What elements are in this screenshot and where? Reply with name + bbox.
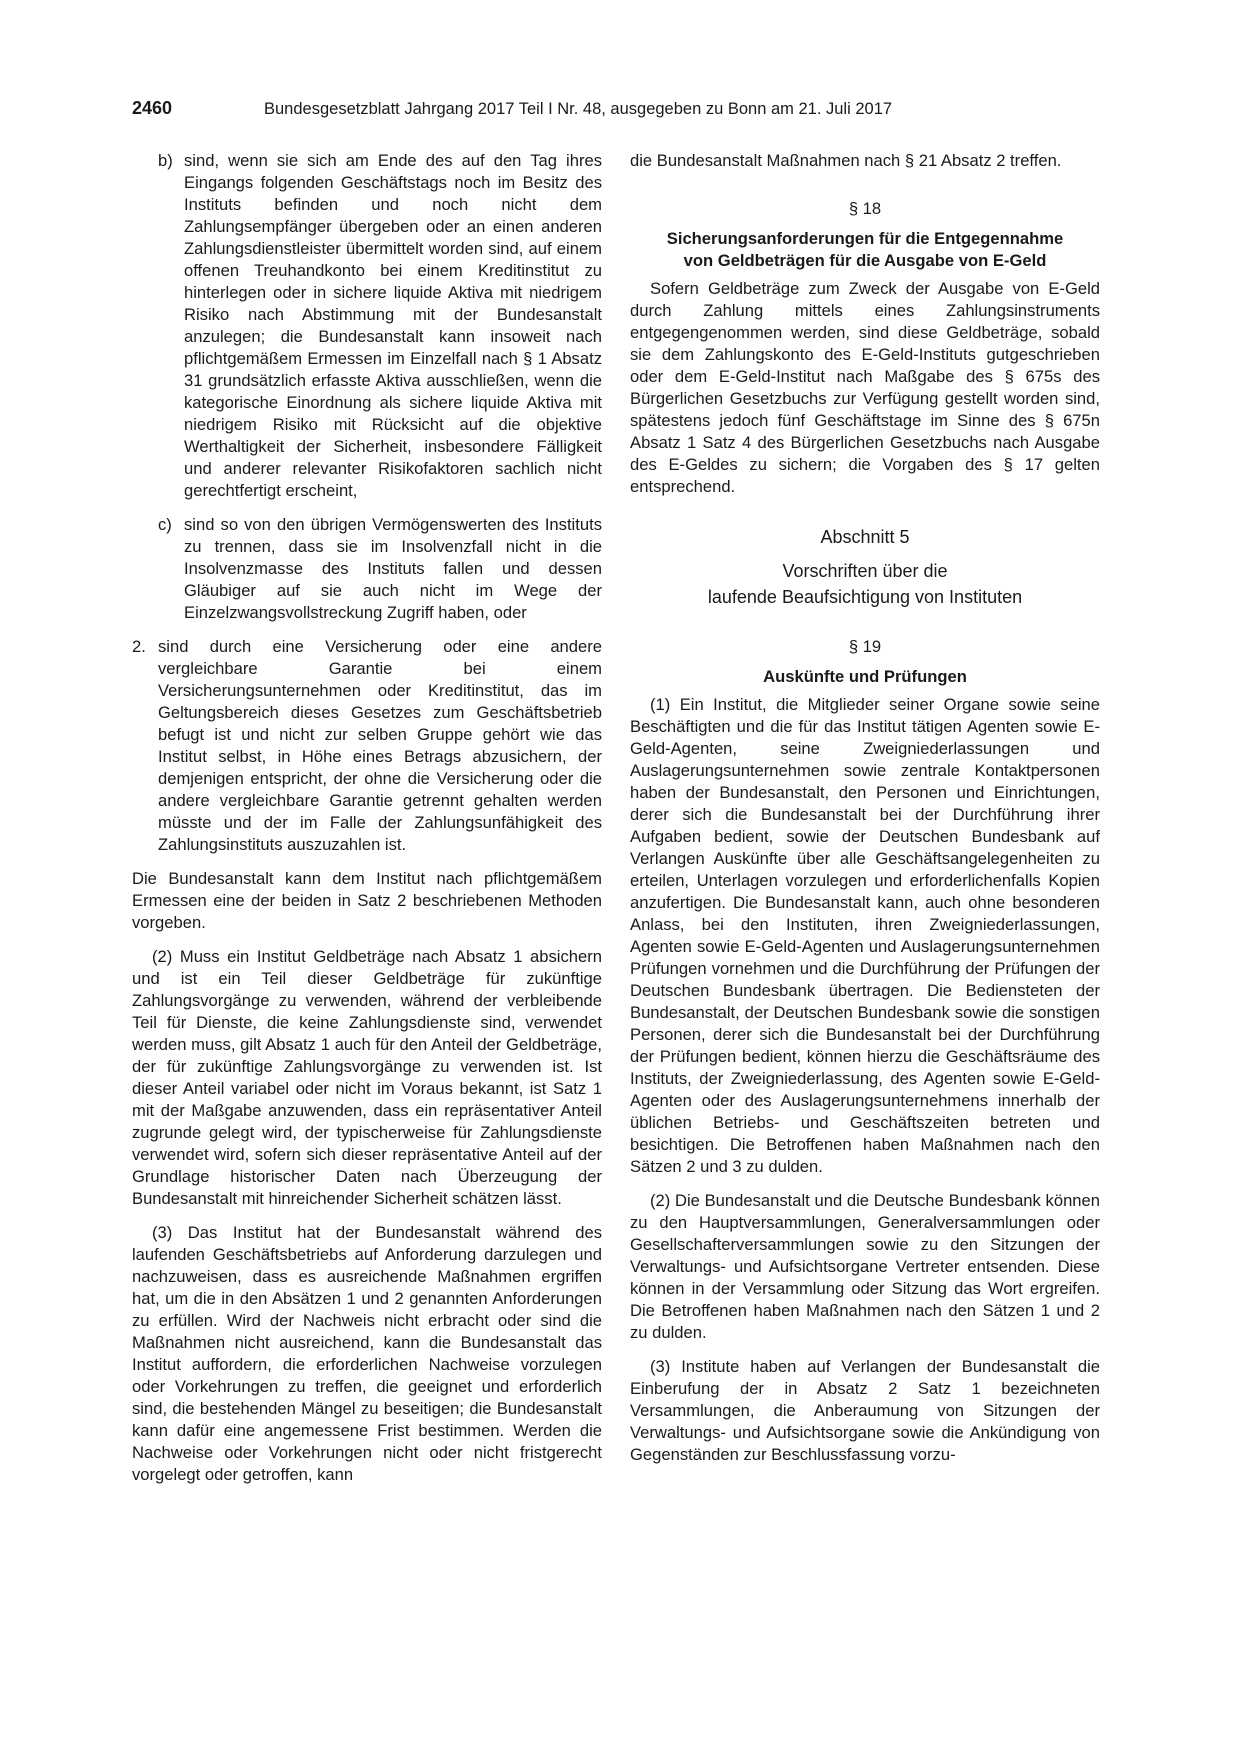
list-label: b) <box>158 151 173 170</box>
list-item-text: sind durch eine Versicherung oder eine andere vergleichbare Garantie bei einem Versicherungsunternehmen oder Kreditinstitut, das im Geltungsbereich dieses Gesetzes zum Geschäftsbetrieb befugt ist und nicht zur selben Gruppe gehört wie das Institut selbst, in Höhe eines Betrags abzusichern, der demjenigen entspricht, der ohne die Versicherung oder die andere vergleichbare Garantie getrennt gehalten werden müsste und der im Falle der Zahlungsunfähigkeit des Zahlungsinstituts auszuzahlen ist. <box>158 637 602 854</box>
section-title: Sicherungsanforderungen für die Entgegennahme von Geldbeträgen für die Ausgabe von E-Geld <box>666 229 1064 270</box>
paragraph-1: (1) Ein Institut, die Mitglieder seiner Organe sowie seine Beschäftigten und die für das Institut tätigen Agenten sowie E-Geld-Agenten, seine Zweigniederlassungen und Auslagerungsunternehmen sowie zentrale Kontaktpersonen haben der Bundesanstalt, den Personen und Einrichtungen, derer sich die Bundesanstalt bei der Durchführung ihrer Aufgaben bedient, sowie der Deutschen Bundesbank auf Verlangen Auskünfte über alle Geschäftsangelegenheiten zu erteilen, Unterlagen vorzulegen und erforderlichenfalls Kopien anzufertigen. Die Bundesanstalt kann, auch ohne besonderen Anlass, bei den Instituten, ihren Zweigniederlassungen, Agenten sowie E-Geld-Agenten und Auslagerungsunternehmen Prüfungen vornehmen und die Durchführung der Prüfungen der Deutschen Bundesbank übertragen. Die Bediensteten der Bundesanstalt, der Deutschen Bundesbank sowie die sonstigen Personen, derer sich die Bundesanstalt bei der Durchführung der Prüfungen bedient, können hierzu die Geschäftsräume des Instituts, der Zweigniederlassung, des Agenten sowie E-Geld-Agenten oder des Auslagerungsunternehmens innerhalb der üblichen Betriebs- und Geschäftszeiten betreten und besichtigen. Die Betroffenen haben Maßnahmen nach den Sätzen 2 und 3 zu dulden. <box>630 695 1100 1176</box>
section-number: § 19 <box>848 637 882 656</box>
paragraph-2: (2) Die Bundesanstalt und die Deutsche Bundesbank können zu den Hauptversammlungen, Generalversammlungen oder Gesellschafterversammlungen sowie zu den Sitzungen der Verwaltungs- und Aufsichtsorgane Vertreter entsenden. Diese können in der Versammlung oder Sitzung das Wort ergreifen. Die Betroffenen haben Maßnahmen nach den Sätzen 1 und 2 zu dulden. <box>630 1191 1100 1342</box>
paragraph: Die Bundesanstalt kann dem Institut nach pflichtgemäßem Ermessen eine der beiden in Satz 2 beschriebenen Methoden vorgeben. <box>132 869 602 932</box>
list-item-2 <box>132 636 602 856</box>
list-item-text: sind, wenn sie sich am Ende des auf den Tag ihres Eingangs folgenden Geschäftstags noch im Besitz des Instituts befinden und noch nicht dem Zahlungsempfänger übergeben oder an einen anderen Zahlungsdienstleister übermittelt worden sind, auf einem offenen Treuhandkonto bei einem Kreditinstitut zu hinterlegen oder in sichere liquide Aktiva mit niedrigem Risiko nach Abstimmung mit der Bundesanstalt anzulegen; die Bundesanstalt kann insoweit nach pflichtgemäßem Ermessen im Einzelfall nach § 1 Absatz 31 grundsätzlich erfasste Aktiva ausschließen, wenn die kategorische Einordnung als sichere liquide Aktiva mit niedrigem Risiko mit Rücksicht auf die objektive Werthaltigkeit der Sicherheit, insbesondere Fälligkeit und anderer relevanter Risikofaktoren sachlich nicht gerechtfertigt erscheint, <box>184 151 602 500</box>
list-label: c) <box>158 515 172 534</box>
chapter-title-line: Vorschriften über die <box>782 561 948 581</box>
list-label: 2. <box>132 637 146 656</box>
list-item-c <box>132 514 602 624</box>
paragraph-3: (3) Das Institut hat der Bundesanstalt während des laufenden Geschäftsbetriebs auf Anforderung darzulegen und nachzuweisen, dass es ausreichende Maßnahmen ergriffen hat, um die in den Absätzen 1 und 2 genannten Anforderungen zu erfüllen. Wird der Nachweis nicht erbracht oder sind die Maßnahmen nicht ausreichend, kann die Bundesanstalt das Institut auffordern, die erforderlichen Nachweise vorzulegen oder Vorkehrungen zu treffen, die geeignet und erforderlich sind, die bestehenden Mängel zu beseitigen; die Bundesanstalt kann dafür eine angemessene Frist bestimmen. Werden die Nachweise oder Vorkehrungen nicht oder nicht fristgerecht vorgelegt oder getroffen, kann <box>132 1223 602 1484</box>
chapter-number: Abschnitt 5 <box>820 527 910 547</box>
page-header <box>0 98 1241 124</box>
paragraph-continued: die Bundesanstalt Maßnahmen nach § 21 Absatz 2 treffen. <box>630 151 1062 170</box>
paragraph-2: (2) Muss ein Institut Geldbeträge nach Absatz 1 absichern und ist ein Teil dieser Geldbeträge für zukünftige Zahlungsvorgänge zu verwenden, während der verbleibende Teil für Dienste, die keine Zahlungsdienste sind, verwendet werden muss, gilt Absatz 1 auch für den Anteil der Geldbeträge, der für zukünftige Zahlungsvorgänge zu verwenden ist. Ist dieser Anteil variabel oder nicht im Voraus bekannt, ist Satz 1 mit der Maßgabe anzuwenden, dass ein repräsentativer Anteil zugrunde gelegt wird, der typischerweise für Zahlungsdienste verwendet wird, sofern sich dieser repräsentative Anteil auf der Grundlage historischer Daten nach Überzeugung der Bundesanstalt mit hinreichender Sicherheit schätzen lässt. <box>132 947 602 1208</box>
paragraph-3: (3) Institute haben auf Verlangen der Bundesanstalt die Einberufung der in Absatz 2 Satz 1 bezeichneten Versammlungen, die Anberaumung von Sitzungen der Verwaltungs- und Aufsichtsorgane sowie die Ankündigung von Gegenständen zur Beschlussfassung vorzu- <box>630 1357 1100 1464</box>
section-text: Sofern Geldbeträge zum Zweck der Ausgabe von E-Geld durch Zahlung mittels eines Zahlungsinstruments entgegengenommen werden, sind diese Geldbeträge, sobald sie dem Zahlungskonto des E-Geld-Instituts gutgeschrieben oder dem E-Geld-Institut nach Maßgabe des § 675s des Bürgerlichen Gesetzbuchs zur Verfügung gestellt worden sind, spätestens jedoch fünf Geschäftstage im Sinne des § 675n Absatz 1 Satz 4 des Bürgerlichen Gesetzbuchs nach Ausgabe des E-Geldes zu sichern; die Vorgaben des § 17 gelten entsprechend. <box>630 279 1100 496</box>
chapter-title-line: laufende Beaufsichtigung von Instituten <box>707 587 1023 607</box>
section-number: § 18 <box>848 199 882 218</box>
list-item-text: sind so von den übrigen Vermögenswerten des Instituts zu trennen, dass sie im Insolvenzfall nicht in die Insolvenzmasse des Instituts fallen und dessen Gläubiger auf sie auch nicht im Wege der Einzelzwangsvollstreckung Zugriff haben, oder <box>184 515 602 622</box>
gazette-header: Bundesgesetzblatt Jahrgang 2017 Teil I Nr. 48, ausgegeben zu Bonn am 21. Juli 2017 <box>264 100 893 118</box>
left-column <box>132 150 602 1486</box>
list-item-b <box>132 150 602 502</box>
right-column <box>630 150 1100 1466</box>
page-number: 2460 <box>132 98 173 118</box>
section-title: Auskünfte und Prüfungen <box>763 667 967 686</box>
